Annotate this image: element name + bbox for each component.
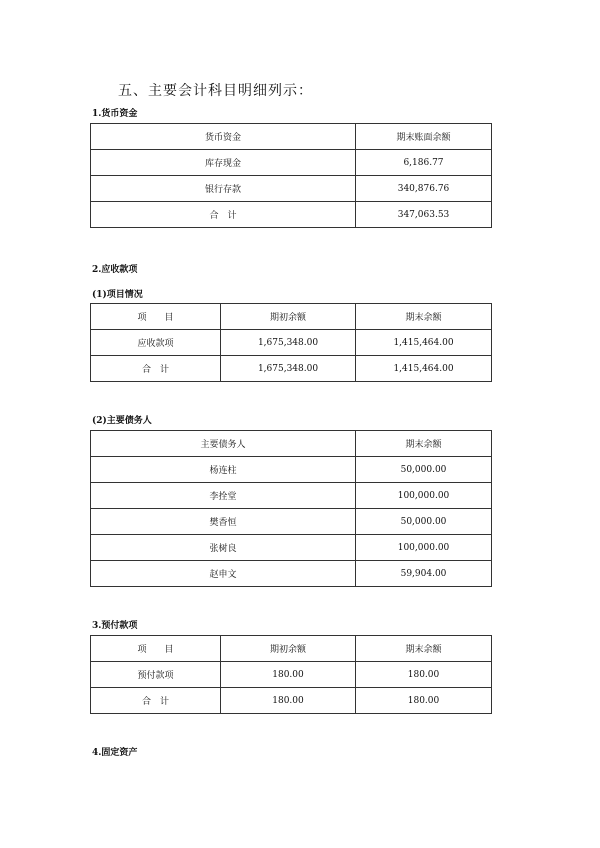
table-row <box>91 202 492 228</box>
table-cell: 预付款项 <box>91 662 221 688</box>
table-cell: 合 计 <box>91 356 221 382</box>
table-row <box>91 483 492 509</box>
table-cell: 合 计 <box>91 202 356 228</box>
subsection-main-debtors: (2)主要债务人 <box>92 416 152 426</box>
table-row <box>91 457 492 483</box>
table-cell: 库存现金 <box>91 150 356 176</box>
table-header-cell: 期末账面余额 <box>356 124 492 150</box>
table-header-cell: 期初余额 <box>221 304 356 330</box>
table-row <box>91 356 492 382</box>
table-cell: 樊香恒 <box>91 509 356 535</box>
table-row <box>91 688 492 714</box>
table-cell: 银行存款 <box>91 176 356 202</box>
table-cell: 180.00 <box>221 688 356 714</box>
table-cell: 100,000.00 <box>356 535 492 561</box>
table-row <box>91 176 492 202</box>
section-fixed-assets-title: 4.固定资产 <box>92 748 138 758</box>
table-row <box>91 535 492 561</box>
page-title: 五、主要会计科目明细列示： <box>118 83 313 99</box>
receivable-table <box>90 303 492 382</box>
table-cell: 59,904.00 <box>356 561 492 587</box>
table-header-cell: 期末余额 <box>356 636 492 662</box>
table-header-cell: 主要债务人 <box>91 431 356 457</box>
table-cell: 1,675,348.00 <box>221 356 356 382</box>
section-receivable-title: 2.应收款项 <box>92 265 138 275</box>
table-cell: 1,675,348.00 <box>221 330 356 356</box>
table-cell: 50,000.00 <box>356 509 492 535</box>
table-row <box>91 330 492 356</box>
table-row <box>91 509 492 535</box>
subsection-project-status: (1)项目情况 <box>92 290 143 300</box>
table-cell: 180.00 <box>356 662 492 688</box>
table-cell: 1,415,464.00 <box>356 356 492 382</box>
table-cell: 180.00 <box>356 688 492 714</box>
cash-table <box>90 123 492 228</box>
table-header-cell: 期末余额 <box>356 304 492 330</box>
prepaid-table <box>90 635 492 714</box>
table-header-cell: 项 目 <box>91 636 221 662</box>
table-cell: 应收款项 <box>91 330 221 356</box>
table-cell: 50,000.00 <box>356 457 492 483</box>
table-cell: 1,415,464.00 <box>356 330 492 356</box>
table-cell: 杨连柱 <box>91 457 356 483</box>
table-cell: 180.00 <box>221 662 356 688</box>
table-row <box>91 662 492 688</box>
table-cell: 张树良 <box>91 535 356 561</box>
table-cell: 合 计 <box>91 688 221 714</box>
section-prepaid-title: 3.预付款项 <box>92 621 138 631</box>
table-cell: 347,063.53 <box>356 202 492 228</box>
table-row <box>91 561 492 587</box>
table-header-row <box>91 431 492 457</box>
table-cell: 100,000.00 <box>356 483 492 509</box>
section-cash-title: 1.货币资金 <box>92 109 138 119</box>
table-header-row <box>91 304 492 330</box>
table-row <box>91 150 492 176</box>
table-cell: 6,186.77 <box>356 150 492 176</box>
table-header-row <box>91 636 492 662</box>
table-cell: 李拴堂 <box>91 483 356 509</box>
table-header-cell: 货币资金 <box>91 124 356 150</box>
debtors-table <box>90 430 492 587</box>
table-header-cell: 期末余额 <box>356 431 492 457</box>
table-header-cell: 期初余额 <box>221 636 356 662</box>
table-header-cell: 项 目 <box>91 304 221 330</box>
table-cell: 赵申文 <box>91 561 356 587</box>
table-header-row <box>91 124 492 150</box>
table-cell: 340,876.76 <box>356 176 492 202</box>
